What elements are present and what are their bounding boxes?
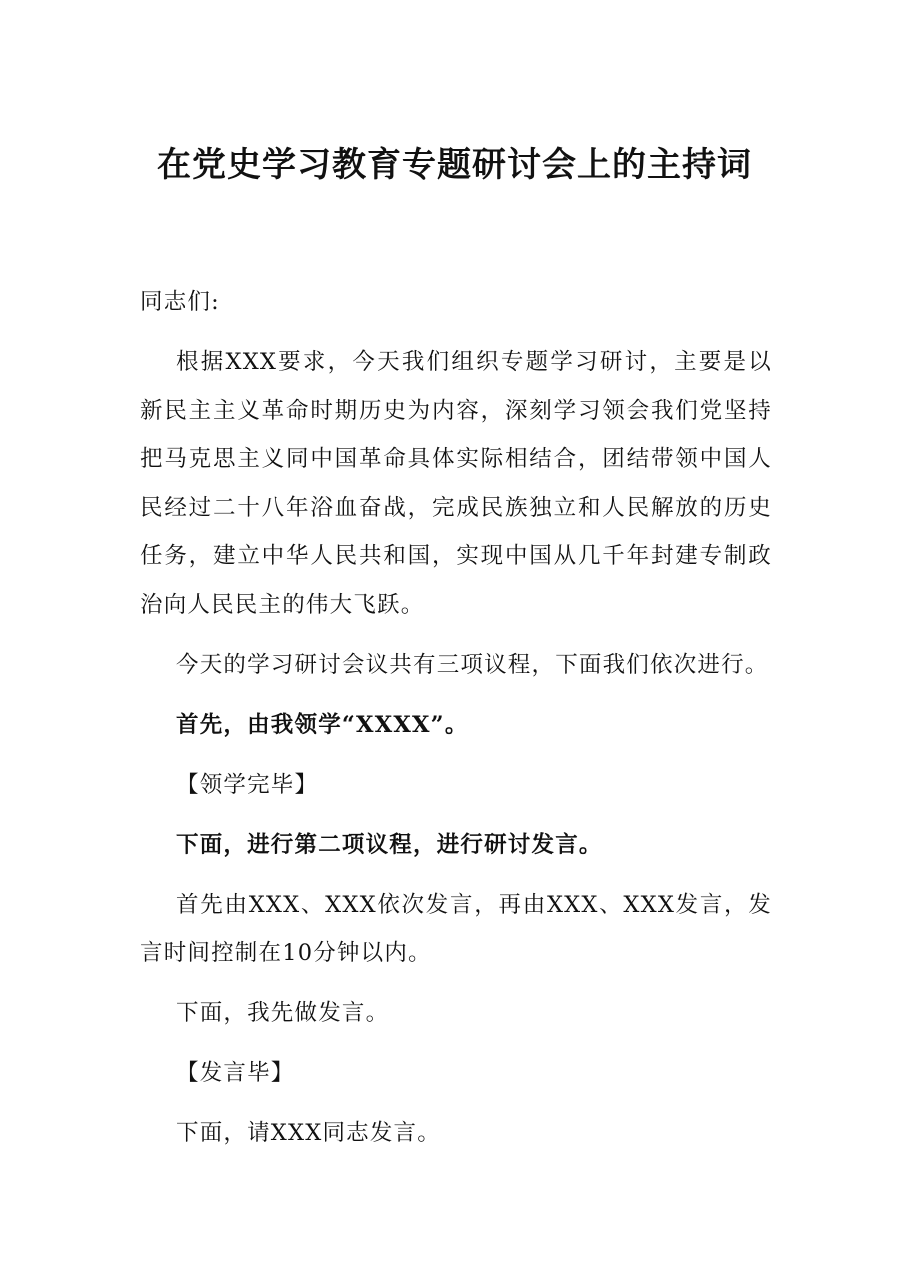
paragraph-intro: 根据XXX要求，今天我们组织专题学习研讨，主要是以新民主主义革命时期历史为内容，深刻学习领会我们党坚持把马克思主义同中国革命具体实际相结合，团结带领中国人民经过二十八年浴血奋战，完成民族独立和人民解放的历史任务，建立中华人民共和国，实现中国从几千年封建专制政治向人民民主的伟大飞跃。: [140, 349, 772, 618]
document-body: [140, 278, 772, 1169]
paragraph-first-item: 首先，由我领学“XXXX”。: [176, 711, 469, 738]
document-title: 在党史学习教育专题研讨会上的主持词: [157, 145, 752, 185]
paragraph-next-speaker: 下面，请XXX同志发言。: [176, 1120, 441, 1146]
paragraph-study-done: 【领学完毕】: [176, 771, 319, 798]
paragraph-agenda: 今天的学习研讨会议共有三项议程，下面我们依次进行。: [176, 651, 769, 678]
paragraph-speech-done: 【发言毕】: [176, 1060, 295, 1086]
paragraph-speaking-order: 首先由XXX、XXX依次发言，再由XXX、XXX发言，发言时间控制在10分钟以内。: [140, 891, 772, 966]
paragraph-host-speaks: 下面，我先做发言。: [176, 1000, 390, 1026]
paragraph-second-item: 下面，进行第二项议程，进行研讨发言。: [176, 831, 603, 858]
salutation: 同志们:: [140, 289, 220, 315]
